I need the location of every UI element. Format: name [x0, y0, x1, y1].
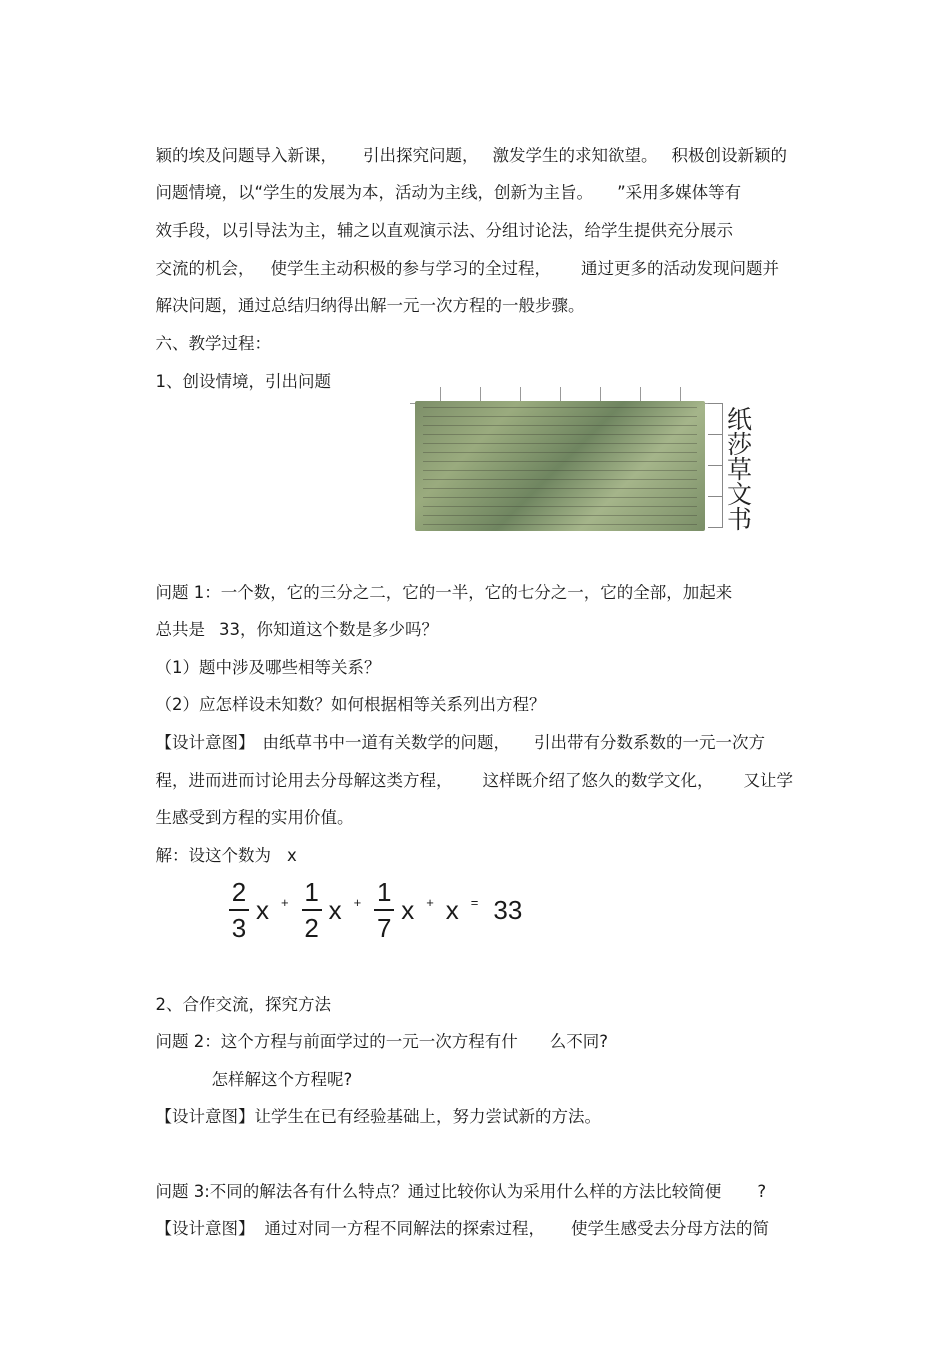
plus-sign: +: [353, 894, 362, 910]
text-segment: 【设计意图】让学生在已有经验基础上，努力尝试新的方法。: [155, 1107, 601, 1126]
text-segment: 效手段，以引导法为主，辅之以直观演示法、分组讨论法，给学生提供充分展示: [155, 221, 733, 240]
equals-sign: =: [470, 894, 479, 910]
text-segment: 使学生感受去分母方法的简: [571, 1219, 769, 1238]
question-1-sub-1: [145, 638, 381, 678]
text-segment: （2）应怎样设未知数？如何根据相等关系列出方程？: [155, 695, 546, 714]
text-segment: 使学生主动积极的参与学习的全过程，: [270, 259, 551, 278]
text-segment: 积极创设新颖的: [671, 146, 787, 165]
papyrus-figure: [410, 383, 755, 536]
design-intent-3: [145, 1199, 769, 1239]
text-segment: 引出探究问题，: [363, 146, 479, 165]
question-1-sub-2: [145, 675, 546, 715]
text-segment: 又让学: [743, 771, 793, 790]
fraction-two-thirds: [229, 877, 249, 943]
variable-x: x: [445, 894, 459, 925]
solution-line: [145, 826, 297, 866]
text-segment: x: [287, 846, 297, 865]
subsection-heading-1: [145, 352, 331, 392]
design-intent-2: [145, 1087, 601, 1127]
fraction-one-seventh: [374, 877, 394, 943]
text-segment: 交流的机会，: [155, 259, 255, 278]
question-2-line-2: [201, 1050, 352, 1090]
plus-sign: +: [281, 894, 289, 910]
question-2-line-1: [145, 1012, 608, 1052]
text-segment: 六、教学过程：: [155, 334, 271, 353]
numerator: 2: [231, 877, 247, 908]
text-segment: 通过对同一方程不同解法的探索过程，: [264, 1219, 545, 1238]
text-segment: 问题 3:不同的解法各有什么特点？通过比较你认为采用什么样的方法比较简便: [155, 1182, 722, 1201]
caption-char: 文: [727, 480, 753, 509]
denominator: 2: [304, 912, 319, 943]
intro-line-5: [145, 276, 585, 316]
text-segment: 解：设这个数为: [155, 846, 271, 865]
subsection-heading-2: [145, 975, 331, 1015]
denominator: 7: [376, 912, 392, 943]
denominator: 3: [231, 912, 247, 943]
equation: [225, 870, 522, 950]
intro-line-2: [145, 163, 741, 203]
numerator: 1: [304, 877, 319, 908]
text-segment: 程，进而进而讨论用去分母解这类方程，: [155, 771, 453, 790]
fraction-one-half: [302, 877, 322, 943]
variable-x: x: [401, 894, 415, 925]
papyrus-caption: [727, 407, 757, 532]
text-segment: 激发学生的求知欲望。: [492, 146, 658, 165]
text-segment: 【设计意图】: [155, 1219, 255, 1238]
bracket-decoration: [708, 403, 723, 528]
text-segment: 【设计意图】: [155, 733, 255, 752]
caption-char: 书: [727, 505, 753, 534]
text-segment: 怎样解这个方程呢?: [211, 1070, 353, 1089]
variable-x: x: [328, 894, 342, 925]
text-segment: 引出带有分数系数的一元一次方: [534, 733, 765, 752]
text-segment: 颖的埃及问题导入新课，: [155, 146, 337, 165]
text-segment: 由纸草书中一道有关数学的问题，: [262, 733, 510, 752]
papyrus-image: [415, 401, 705, 531]
text-segment: （1）题中涉及哪些相等关系？: [155, 658, 381, 677]
text-segment: 解决问题，通过总结归纳得出解一元一次方程的一般步骤。: [155, 296, 585, 315]
text-segment: 这样既介绍了悠久的数学文化，: [482, 771, 714, 790]
design-intent-1-line-2: [145, 751, 793, 791]
text-segment: 问题 2：这个方程与前面学过的一元一次方程有什: [155, 1032, 518, 1051]
question-1-line-1: [145, 563, 732, 603]
text-segment: ”采用多媒体等有: [617, 183, 742, 202]
design-intent-1-line-1: [145, 713, 765, 753]
text-segment: 通过更多的活动发现问题并: [581, 259, 779, 278]
text-segment: 问题 1：一个数，它的三分之二，它的一半，它的七分之一，它的全部，加起来: [155, 583, 733, 602]
text-segment: 总共是: [155, 620, 205, 639]
text-segment: 2、合作交流，探究方法: [155, 995, 331, 1014]
caption-char: 莎: [727, 430, 753, 459]
section-heading-6: [145, 314, 271, 354]
design-intent-1-line-3: [145, 788, 354, 828]
equation-rhs: 33: [493, 894, 523, 925]
text-segment: 么不同?: [549, 1032, 609, 1051]
variable-x: x: [256, 894, 269, 925]
text-segment: 生感受到方程的实用价值。: [155, 808, 354, 827]
text-segment: 问题情境，以“学生的发展为本，活动为主线，创新为主旨。: [155, 183, 594, 202]
question-3: [145, 1162, 766, 1202]
text-segment: 1、创设情境，引出问题: [155, 372, 331, 391]
caption-char: 纸: [727, 405, 753, 434]
text-segment: 33，你知道这个数是多少吗？: [219, 620, 438, 639]
plus-sign: +: [426, 894, 434, 910]
numerator: 1: [376, 877, 392, 908]
question-1-line-2: [145, 600, 438, 640]
caption-char: 草: [727, 455, 753, 484]
intro-line-3: [145, 201, 733, 241]
intro-line-1: [145, 126, 787, 166]
text-segment: ?: [757, 1182, 767, 1201]
intro-line-4: [145, 239, 779, 279]
